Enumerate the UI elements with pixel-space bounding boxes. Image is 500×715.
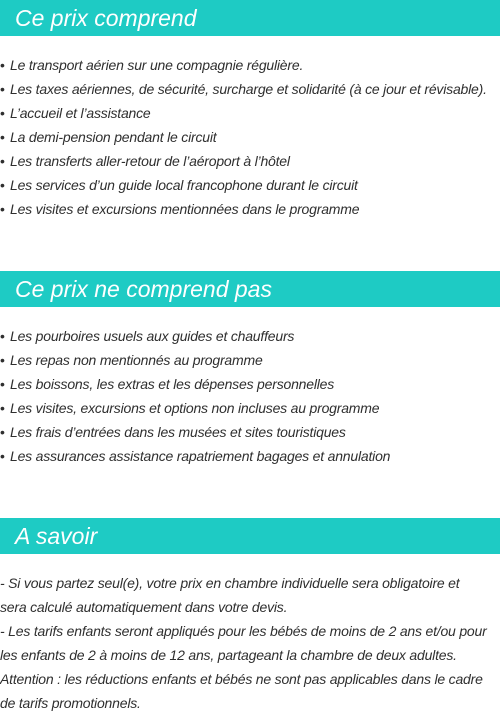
list-item: • Le transport aérien sur une compagnie régulière. — [0, 53, 500, 77]
bullet-icon: • — [0, 400, 5, 416]
bullet-icon: • — [0, 448, 5, 464]
list-item: • Les repas non mentionnés au programme — [0, 348, 500, 372]
bullet-icon: • — [0, 376, 5, 392]
bullet-icon: • — [0, 328, 5, 344]
bullet-icon: • — [0, 177, 5, 193]
info-line: sera calculé automatiquement dans votre devis. — [0, 599, 288, 615]
section-title-good-to-know: A savoir — [0, 518, 500, 554]
list-item: • Les visites et excursions mentionnées dans le programme — [0, 197, 500, 221]
list-item: • Les transferts aller-retour de l’aéroport à l’hôtel — [0, 149, 500, 173]
bullet-icon: • — [0, 201, 5, 217]
info-line: - Les tarifs enfants seront appliqués pour les bébés de moins de 2 ans et/ou pour — [0, 623, 487, 639]
section-title-not-included: Ce prix ne comprend pas — [0, 271, 500, 307]
section-included — [0, 0, 500, 221]
info-line: les enfants de 2 à moins de 12 ans, partageant la chambre de deux adultes. — [0, 647, 457, 663]
list-item: • Les services d’un guide local francophone durant le circuit — [0, 173, 500, 197]
section-not-included — [0, 271, 500, 468]
bullet-icon: • — [0, 57, 5, 73]
list-item: • Les frais d’entrées dans les musées et sites touristiques — [0, 420, 500, 444]
list-item: • La demi-pension pendant le circuit — [0, 125, 500, 149]
list-item: • Les boissons, les extras et les dépenses personnelles — [0, 372, 500, 396]
section-title-included: Ce prix comprend — [0, 0, 500, 36]
included-list — [0, 53, 500, 221]
bullet-icon: • — [0, 153, 5, 169]
info-line: Attention : les réductions enfants et bébés ne sont pas applicables dans le cadre — [0, 671, 483, 687]
bullet-icon: • — [0, 81, 5, 97]
list-item: • L’accueil et l’assistance — [0, 101, 500, 125]
section-good-to-know — [0, 518, 500, 715]
list-item: • Les visites, excursions et options non incluses au programme — [0, 396, 500, 420]
bullet-icon: • — [0, 105, 5, 121]
bullet-icon: • — [0, 352, 5, 368]
list-item: • Les assurances assistance rapatriement bagages et annulation — [0, 444, 500, 468]
info-line: - Si vous partez seul(e), votre prix en chambre individuelle sera obligatoire et — [0, 575, 460, 591]
info-line: de tarifs promotionnels. — [0, 695, 141, 711]
bullet-icon: • — [0, 424, 5, 440]
list-item: • Les taxes aériennes, de sécurité, surcharge et solidarité (à ce jour et révisable). — [0, 77, 500, 101]
good-to-know-text — [0, 571, 500, 715]
bullet-icon: • — [0, 129, 5, 145]
not-included-list — [0, 324, 500, 468]
list-item: • Les pourboires usuels aux guides et chauffeurs — [0, 324, 500, 348]
